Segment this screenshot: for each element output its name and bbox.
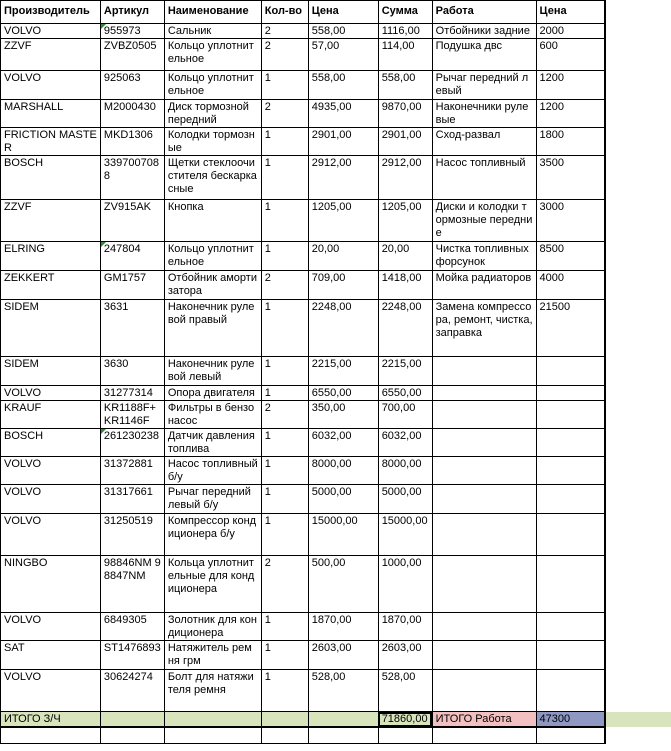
cell-qty[interactable]: 1 xyxy=(261,514,308,556)
cell-article[interactable]: 261230238 xyxy=(100,429,164,457)
cell-sum[interactable]: 1116,00 xyxy=(378,24,432,39)
header-qty[interactable]: Кол-во xyxy=(261,1,308,24)
cell-qty[interactable]: 1 xyxy=(261,641,308,670)
empty-column-cell[interactable] xyxy=(605,300,671,357)
cell-work-price[interactable]: 2000 xyxy=(536,24,605,39)
cell-manufacturer[interactable]: VOLVO xyxy=(1,24,101,39)
cell-work[interactable] xyxy=(432,514,536,556)
cell-article[interactable]: 30624274 xyxy=(100,670,164,712)
cell-work-price[interactable] xyxy=(536,613,605,641)
cell-manufacturer[interactable]: BOSCH xyxy=(1,156,101,200)
cell-qty[interactable]: 1 xyxy=(261,386,308,401)
cell-work-price[interactable]: 21500 xyxy=(536,300,605,357)
empty-column-cell[interactable] xyxy=(605,556,671,613)
cell-sum[interactable]: 20,00 xyxy=(378,242,432,271)
cell-article[interactable]: ZV915AK xyxy=(100,200,164,242)
empty-column-cell[interactable] xyxy=(605,271,671,300)
empty-cell[interactable] xyxy=(308,727,378,744)
cell-article[interactable]: GM1757 xyxy=(100,271,164,300)
empty-column-cell[interactable] xyxy=(605,39,671,71)
empty-column-cell[interactable] xyxy=(605,429,671,457)
cell-work[interactable]: Сход-развал xyxy=(432,128,536,156)
table-row xyxy=(1,357,671,386)
cell-work-price[interactable] xyxy=(536,386,605,401)
table-row xyxy=(1,128,671,156)
table-row xyxy=(1,485,671,514)
table-row xyxy=(1,271,671,300)
cell-manufacturer[interactable]: FRICTION MASTER xyxy=(1,128,101,156)
cell-work-price[interactable]: 8500 xyxy=(536,242,605,271)
cell-manufacturer[interactable]: ELRING xyxy=(1,242,101,271)
table-row xyxy=(1,429,671,457)
header-work-price[interactable]: Цена xyxy=(536,1,605,24)
empty-cell[interactable] xyxy=(261,727,308,744)
cell-price[interactable]: 8000,00 xyxy=(308,457,378,485)
cell-manufacturer[interactable]: KRAUF xyxy=(1,401,101,429)
cell-sum[interactable]: 1870,00 xyxy=(378,613,432,641)
table-row xyxy=(1,670,671,712)
cell-article[interactable]: 31372881 xyxy=(100,457,164,485)
empty-column-cell[interactable] xyxy=(605,1,671,24)
cell-qty[interactable]: 1 xyxy=(261,357,308,386)
total-empty-cell[interactable] xyxy=(164,712,261,728)
table-row xyxy=(1,242,671,271)
cell-work[interactable]: Подушка двс xyxy=(432,39,536,71)
cell-manufacturer[interactable]: ZEKKERT xyxy=(1,271,101,300)
cell-qty[interactable]: 1 xyxy=(261,485,308,514)
cell-manufacturer[interactable]: ZZVF xyxy=(1,39,101,71)
cell-qty[interactable]: 1 xyxy=(261,128,308,156)
cell-name[interactable]: Отбойник амортизатора xyxy=(164,271,261,300)
cell-price[interactable]: 500,00 xyxy=(308,556,378,613)
cell-article[interactable]: M2000430 xyxy=(100,100,164,128)
cell-manufacturer[interactable]: SIDEM xyxy=(1,300,101,357)
cell-price[interactable]: 15000,00 xyxy=(308,514,378,556)
table-row xyxy=(1,200,671,242)
cell-qty[interactable]: 1 xyxy=(261,457,308,485)
empty-column-cell[interactable] xyxy=(605,457,671,485)
cell-price[interactable]: 2912,00 xyxy=(308,156,378,200)
cell-sum[interactable]: 2912,00 xyxy=(378,156,432,200)
cell-manufacturer[interactable]: VOLVO xyxy=(1,514,101,556)
empty-column-cell[interactable] xyxy=(605,71,671,100)
cell-price[interactable]: 2901,00 xyxy=(308,128,378,156)
cell-article[interactable]: 3631 xyxy=(100,300,164,357)
table-row xyxy=(1,24,671,39)
cell-sum[interactable]: 5000,00 xyxy=(378,485,432,514)
cell-work-price[interactable]: 3000 xyxy=(536,200,605,242)
empty-cell[interactable] xyxy=(378,727,432,744)
cell-price[interactable]: 20,00 xyxy=(308,242,378,271)
cell-price[interactable]: 4935,00 xyxy=(308,100,378,128)
cell-sum[interactable]: 8000,00 xyxy=(378,457,432,485)
empty-column-cell[interactable] xyxy=(605,128,671,156)
empty-column-cell[interactable] xyxy=(605,712,671,728)
table-row xyxy=(1,39,671,71)
empty-column-cell[interactable] xyxy=(605,485,671,514)
cell-name[interactable]: Кнопка xyxy=(164,200,261,242)
cell-name[interactable]: Опора двигателя xyxy=(164,386,261,401)
cell-sum[interactable]: 15000,00 xyxy=(378,514,432,556)
cell-work-price[interactable] xyxy=(536,457,605,485)
cell-price[interactable]: 57,00 xyxy=(308,39,378,71)
cell-work[interactable]: Замена компрессора, ремонт, чистка, заправка xyxy=(432,300,536,357)
cell-work[interactable] xyxy=(432,485,536,514)
header-row xyxy=(1,1,671,24)
cell-price[interactable]: 1870,00 xyxy=(308,613,378,641)
table-row xyxy=(1,71,671,100)
cell-qty[interactable]: 2 xyxy=(261,39,308,71)
cell-article[interactable]: 31250519 xyxy=(100,514,164,556)
cell-name[interactable]: Диск тормозной передний xyxy=(164,100,261,128)
cell-manufacturer[interactable]: VOLVO xyxy=(1,457,101,485)
cell-manufacturer[interactable]: VOLVO xyxy=(1,485,101,514)
cell-work-price[interactable]: 4000 xyxy=(536,271,605,300)
cell-manufacturer[interactable]: VOLVO xyxy=(1,71,101,100)
cell-work-price[interactable] xyxy=(536,514,605,556)
cell-sum[interactable]: 2603,00 xyxy=(378,641,432,670)
cell-manufacturer[interactable]: VOLVO xyxy=(1,613,101,641)
cell-name[interactable]: Датчик давления топлива xyxy=(164,429,261,457)
cell-work-price[interactable] xyxy=(536,429,605,457)
cell-sum[interactable]: 558,00 xyxy=(378,71,432,100)
cell-work-price[interactable] xyxy=(536,556,605,613)
cell-price[interactable]: 2603,00 xyxy=(308,641,378,670)
cell-price[interactable]: 1205,00 xyxy=(308,200,378,242)
cell-name[interactable]: Болт для натяжителя ремня xyxy=(164,670,261,712)
cell-work[interactable] xyxy=(432,386,536,401)
cell-manufacturer[interactable]: VOLVO xyxy=(1,386,101,401)
cell-qty[interactable]: 2 xyxy=(261,401,308,429)
cell-sum[interactable]: 114,00 xyxy=(378,39,432,71)
cell-sum[interactable]: 6032,00 xyxy=(378,429,432,457)
cell-work[interactable] xyxy=(432,641,536,670)
empty-column-cell[interactable] xyxy=(605,357,671,386)
cell-price[interactable]: 350,00 xyxy=(308,401,378,429)
cell-name[interactable]: Кольца уплотнительные для кондиционера xyxy=(164,556,261,613)
empty-cell[interactable] xyxy=(100,727,164,744)
table-row xyxy=(1,556,671,613)
empty-cell[interactable] xyxy=(164,727,261,744)
cell-price[interactable]: 558,00 xyxy=(308,71,378,100)
total-work-sum[interactable]: 47300 xyxy=(536,712,605,728)
cell-sum[interactable]: 700,00 xyxy=(378,401,432,429)
cell-work[interactable] xyxy=(432,401,536,429)
table-row xyxy=(1,100,671,128)
cell-article[interactable]: ST1476893 xyxy=(100,641,164,670)
cell-qty[interactable]: 2 xyxy=(261,24,308,39)
cell-qty[interactable]: 2 xyxy=(261,100,308,128)
cell-work-price[interactable]: 1200 xyxy=(536,100,605,128)
header-article[interactable]: Артикул xyxy=(100,1,164,24)
cell-price[interactable]: 6032,00 xyxy=(308,429,378,457)
cell-work[interactable] xyxy=(432,670,536,712)
cell-work-price[interactable]: 600 xyxy=(536,39,605,71)
cell-manufacturer[interactable]: BOSCH xyxy=(1,429,101,457)
cell-sum[interactable]: 1000,00 xyxy=(378,556,432,613)
cell-work[interactable]: Диски и колодки тормозные передние xyxy=(432,200,536,242)
cell-name[interactable]: Золотник для кондиционера xyxy=(164,613,261,641)
cell-work-price[interactable] xyxy=(536,670,605,712)
header-manufacturer[interactable]: Производитель xyxy=(1,1,101,24)
cell-manufacturer[interactable]: VOLVO xyxy=(1,670,101,712)
cell-work-price[interactable]: 3500 xyxy=(536,156,605,200)
header-work[interactable]: Работа xyxy=(432,1,536,24)
cell-name[interactable]: Насос топливный б/у xyxy=(164,457,261,485)
table-row xyxy=(1,401,671,429)
cell-qty[interactable]: 1 xyxy=(261,613,308,641)
cell-name[interactable]: Натяжитель ремня грм xyxy=(164,641,261,670)
cell-manufacturer[interactable]: MARSHALL xyxy=(1,100,101,128)
cell-article[interactable]: KR1188F+KR1146F xyxy=(100,401,164,429)
empty-column-cell[interactable] xyxy=(605,156,671,200)
empty-column-cell[interactable] xyxy=(605,100,671,128)
cell-qty[interactable]: 1 xyxy=(261,670,308,712)
total-empty-cell[interactable] xyxy=(261,712,308,728)
cell-price[interactable]: 2248,00 xyxy=(308,300,378,357)
header-sum[interactable]: Сумма xyxy=(378,1,432,24)
cell-price[interactable]: 709,00 xyxy=(308,271,378,300)
cell-work-price[interactable]: 1200 xyxy=(536,71,605,100)
cell-work[interactable]: Мойка радиаторов xyxy=(432,271,536,300)
cell-sum[interactable]: 1418,00 xyxy=(378,271,432,300)
table-row xyxy=(1,613,671,641)
comment-marker-icon xyxy=(101,429,106,434)
cell-qty[interactable]: 1 xyxy=(261,156,308,200)
empty-column-cell[interactable] xyxy=(605,386,671,401)
cell-work[interactable]: Отбойники задние xyxy=(432,24,536,39)
cell-article[interactable]: MKD1306 xyxy=(100,128,164,156)
cell-name[interactable]: Кольцо уплотнительное xyxy=(164,71,261,100)
empty-column-cell[interactable] xyxy=(605,641,671,670)
cell-manufacturer[interactable]: NINGBO xyxy=(1,556,101,613)
total-parts-label[interactable]: ИТОГО З/Ч xyxy=(1,712,101,728)
table-row xyxy=(1,641,671,670)
total-work-label[interactable]: ИТОГО Работа xyxy=(432,712,536,728)
header-name[interactable]: Наименование xyxy=(164,1,261,24)
cell-price[interactable]: 6550,00 xyxy=(308,386,378,401)
cell-article[interactable]: 31317661 xyxy=(100,485,164,514)
cell-name[interactable]: Сальник xyxy=(164,24,261,39)
cell-work[interactable]: Наконечники рулевые xyxy=(432,100,536,128)
cell-sum[interactable]: 2248,00 xyxy=(378,300,432,357)
cell-sum[interactable]: 528,00 xyxy=(378,670,432,712)
cell-name[interactable]: Щетки стеклоочистителя бескаркасные xyxy=(164,156,261,200)
cell-qty[interactable]: 1 xyxy=(261,242,308,271)
cell-work-price[interactable] xyxy=(536,357,605,386)
header-price[interactable]: Цена xyxy=(308,1,378,24)
empty-column-cell[interactable] xyxy=(605,670,671,712)
cell-name[interactable]: Наконечник рулевой правый xyxy=(164,300,261,357)
empty-cell[interactable] xyxy=(1,727,101,744)
table-row xyxy=(1,386,671,401)
cell-qty[interactable]: 2 xyxy=(261,271,308,300)
cell-manufacturer[interactable]: ZZVF xyxy=(1,200,101,242)
cell-price[interactable]: 528,00 xyxy=(308,670,378,712)
cell-sum[interactable]: 9870,00 xyxy=(378,100,432,128)
cell-qty[interactable]: 1 xyxy=(261,429,308,457)
cell-work[interactable] xyxy=(432,613,536,641)
cell-qty[interactable]: 1 xyxy=(261,200,308,242)
cell-name[interactable]: Рычаг передний левый б/у xyxy=(164,485,261,514)
cell-price[interactable]: 2215,00 xyxy=(308,357,378,386)
empty-column-cell[interactable] xyxy=(605,24,671,39)
cell-manufacturer[interactable]: SIDEM xyxy=(1,357,101,386)
total-empty-cell[interactable] xyxy=(100,712,164,728)
empty-column-cell[interactable] xyxy=(605,242,671,271)
cell-sum[interactable]: 2215,00 xyxy=(378,357,432,386)
cell-work-price[interactable] xyxy=(536,485,605,514)
table-row xyxy=(1,514,671,556)
cell-qty[interactable]: 1 xyxy=(261,71,308,100)
total-parts-sum[interactable]: 71860,00 xyxy=(378,712,432,728)
cell-name[interactable]: Компрессор кондиционера б/у xyxy=(164,514,261,556)
cell-work[interactable]: Насос топливный xyxy=(432,156,536,200)
empty-column-cell[interactable] xyxy=(605,514,671,556)
cell-work[interactable] xyxy=(432,556,536,613)
cell-name[interactable]: Наконечник рулевой левый xyxy=(164,357,261,386)
cell-work[interactable] xyxy=(432,429,536,457)
cell-price[interactable]: 558,00 xyxy=(308,24,378,39)
cell-work[interactable] xyxy=(432,457,536,485)
totals-row xyxy=(1,712,671,728)
cell-work[interactable]: Рычаг передний левый xyxy=(432,71,536,100)
cell-work-price[interactable] xyxy=(536,401,605,429)
cell-manufacturer[interactable]: SAT xyxy=(1,641,101,670)
cell-article[interactable]: 98846NM 98847NM xyxy=(100,556,164,613)
cell-name[interactable]: Фильтры в бензонасос xyxy=(164,401,261,429)
cell-article[interactable]: 925063 xyxy=(100,71,164,100)
cell-name[interactable]: Колодки тормозные xyxy=(164,128,261,156)
cell-price[interactable]: 5000,00 xyxy=(308,485,378,514)
cell-qty[interactable]: 1 xyxy=(261,300,308,357)
cell-name[interactable]: Кольцо уплотнительное xyxy=(164,39,261,71)
table-row xyxy=(1,457,671,485)
empty-column-cell[interactable] xyxy=(605,401,671,429)
cell-sum[interactable]: 6550,00 xyxy=(378,386,432,401)
cell-article[interactable]: 3630 xyxy=(100,357,164,386)
table-row xyxy=(1,156,671,200)
cell-qty[interactable]: 2 xyxy=(261,556,308,613)
cell-article[interactable]: 3397007088 xyxy=(100,156,164,200)
cell-work[interactable]: Чистка топливных форсунок xyxy=(432,242,536,271)
cell-article[interactable]: 955973 xyxy=(100,24,164,39)
cell-sum[interactable]: 1205,00 xyxy=(378,200,432,242)
total-empty-cell[interactable] xyxy=(308,712,378,728)
cell-work-price[interactable] xyxy=(536,641,605,670)
comment-marker-icon xyxy=(101,24,106,29)
cell-name[interactable]: Кольцо уплотнительное xyxy=(164,242,261,271)
cell-sum[interactable]: 2901,00 xyxy=(378,128,432,156)
cell-article[interactable]: 6849305 xyxy=(100,613,164,641)
empty-cell[interactable] xyxy=(536,727,605,744)
cell-article[interactable]: 31277314 xyxy=(100,386,164,401)
cell-work-price[interactable]: 1800 xyxy=(536,128,605,156)
cell-article[interactable]: 247804 xyxy=(100,242,164,271)
empty-row xyxy=(1,727,671,744)
empty-column-cell[interactable] xyxy=(605,200,671,242)
comment-marker-icon xyxy=(101,242,106,247)
empty-column-cell[interactable] xyxy=(605,727,671,744)
empty-cell[interactable] xyxy=(432,727,536,744)
empty-column-cell[interactable] xyxy=(605,613,671,641)
cell-work[interactable] xyxy=(432,357,536,386)
table-row xyxy=(1,300,671,357)
cell-article[interactable]: ZVBZ0505 xyxy=(100,39,164,71)
